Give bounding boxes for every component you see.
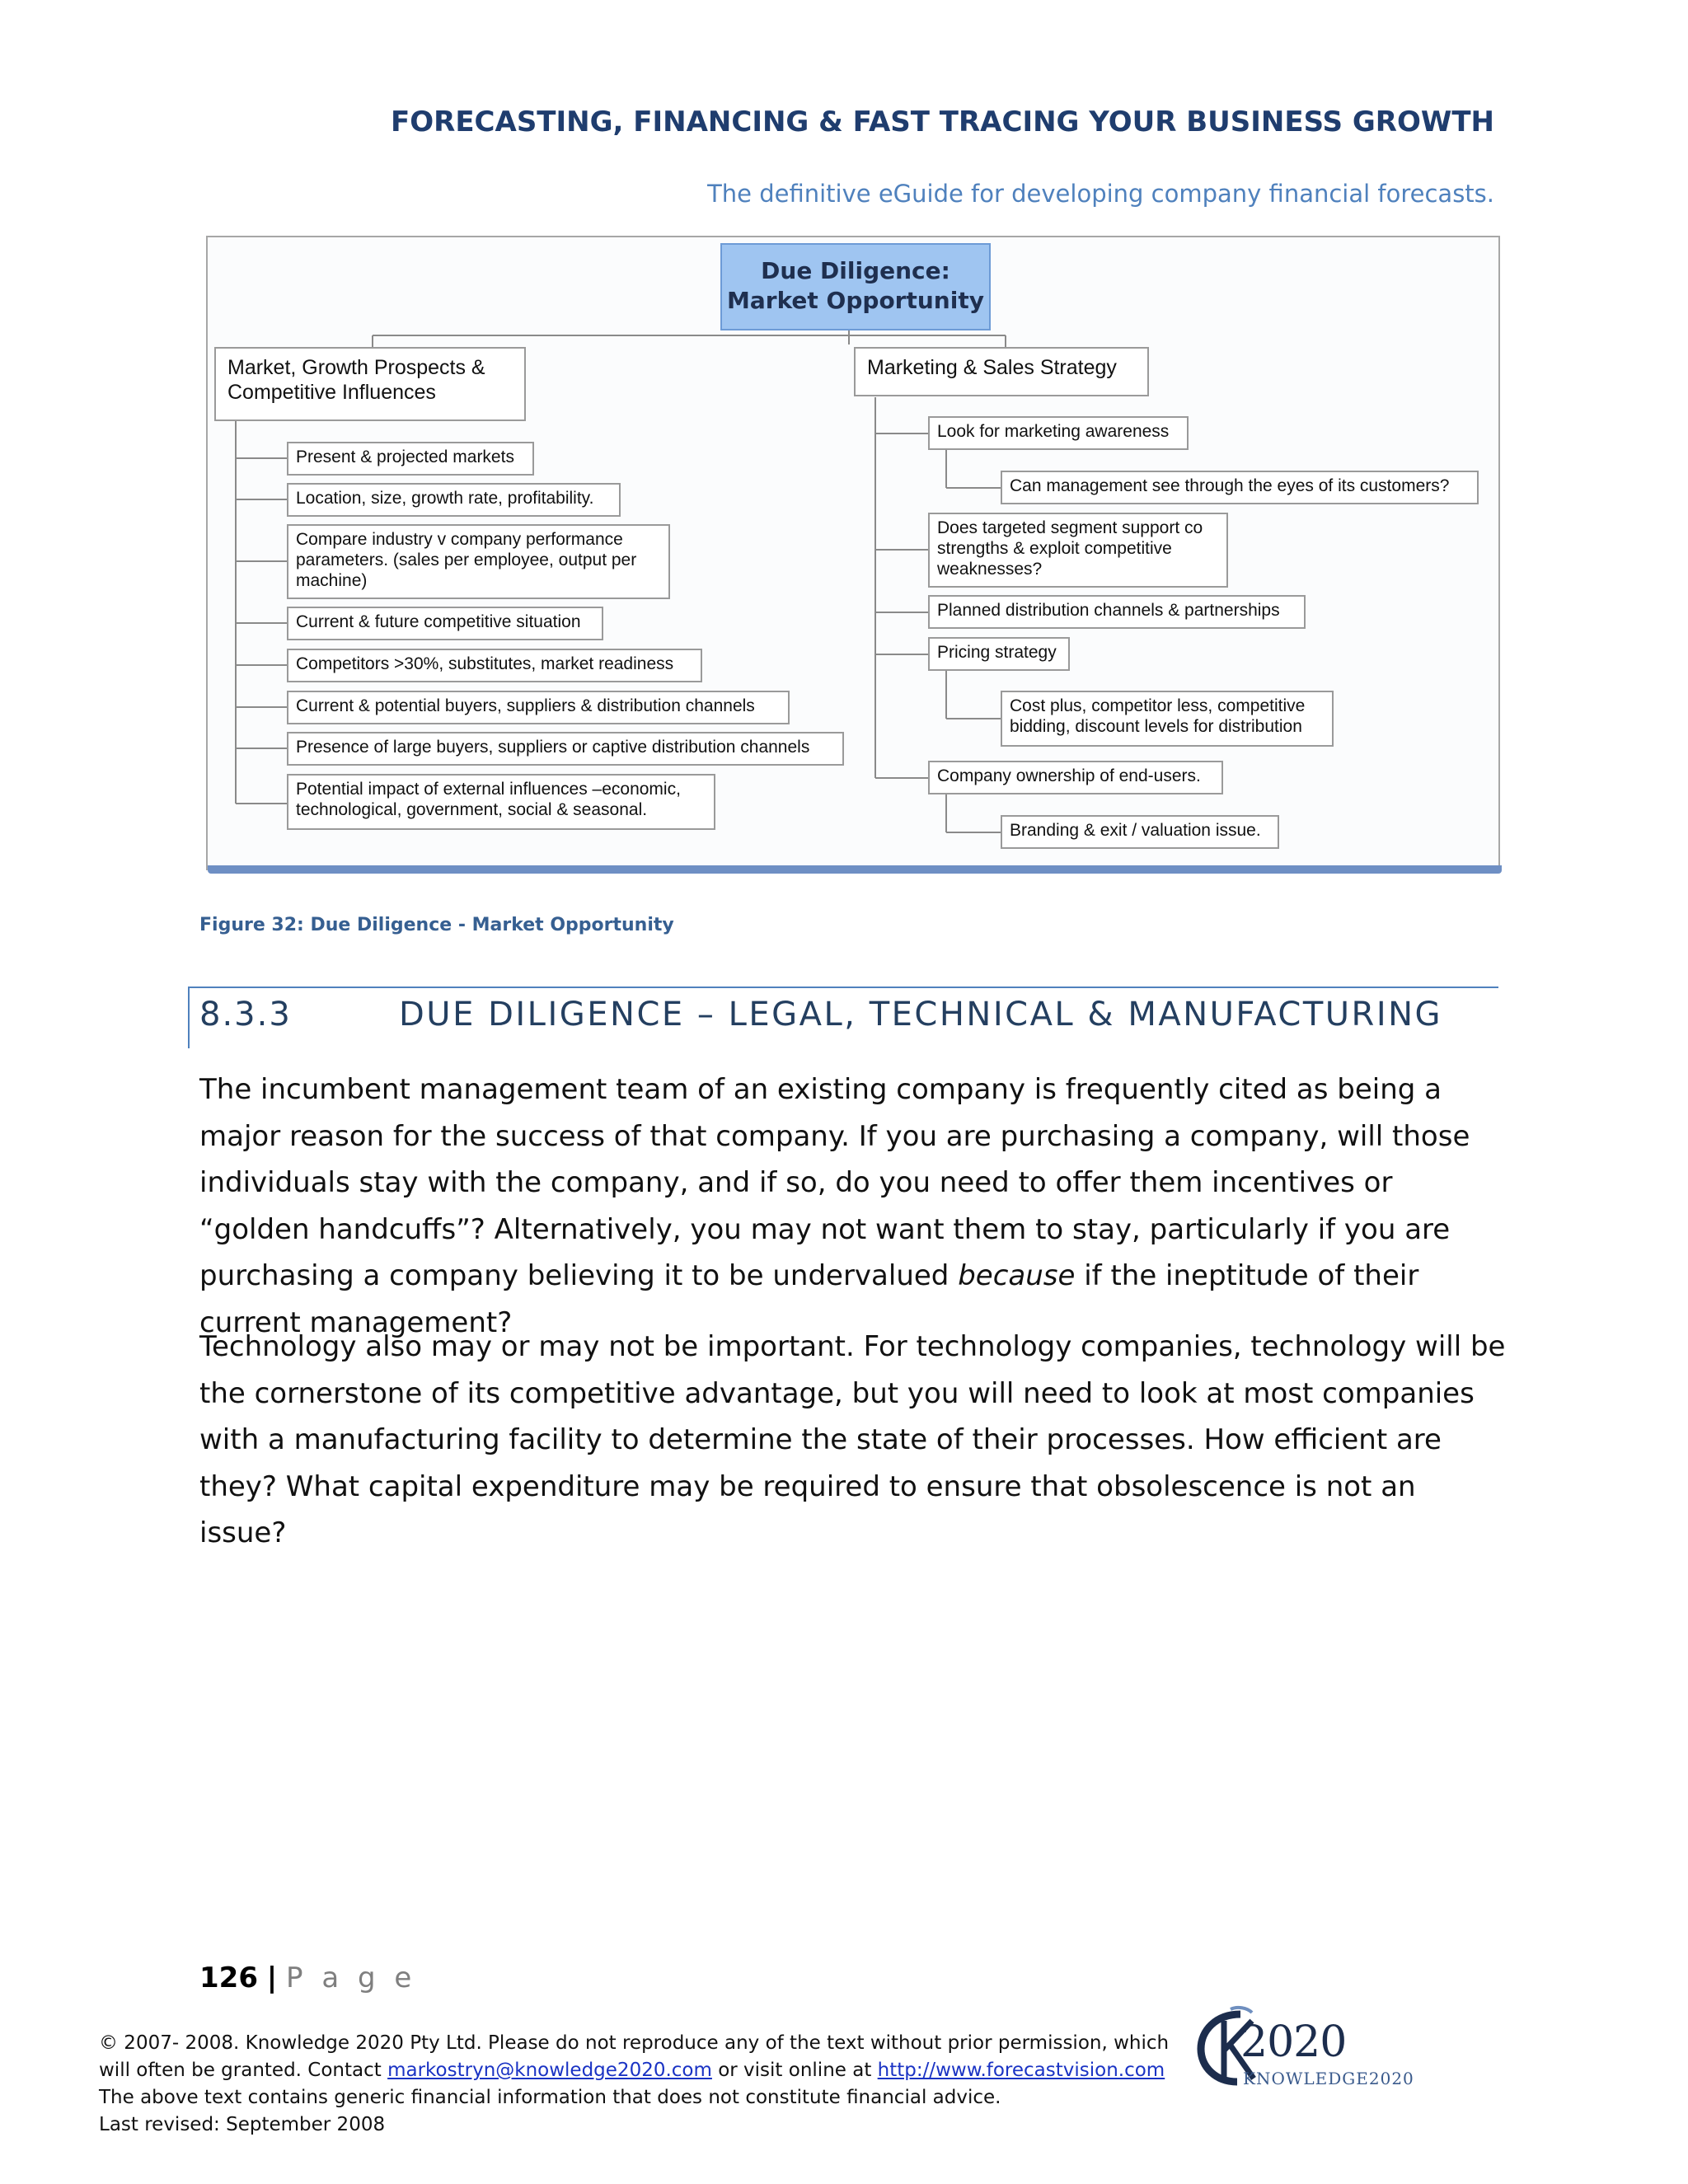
- diagram-right-item: Can management see through the eyes of its customers?: [1001, 471, 1479, 504]
- diagram-right-item: Planned distribution channels & partnerships: [928, 595, 1306, 629]
- section-heading-left-rule: [188, 987, 190, 1048]
- body-paragraph-2: Technology also may or may not be important. For technology companies, technology will be the cornerstone of its competitive advantage, but you will need to look at most companies with a manufacturing facility to determine the state of their processes. How efficient are they? What capital expenditure may be required to ensure that obsolescence is not an issue?: [199, 1330, 1506, 1549]
- diagram-right-item: Look for marketing awareness: [928, 416, 1189, 450]
- diagram-root-label: Due Diligence: Market Opportunity: [727, 257, 984, 314]
- footer-line-3: The above text contains generic financial information that does not constitute financial advice.: [99, 2087, 1001, 2108]
- diagram-root-box: [720, 243, 991, 330]
- diagram-right-branch-title: Marketing & Sales Strategy: [854, 347, 1149, 396]
- footer-line-4: Last revised: September 2008: [99, 2114, 386, 2135]
- diagram-left-item: Location, size, growth rate, profitability.: [287, 483, 621, 517]
- section-heading-rule: [188, 987, 1498, 988]
- figure-caption: Figure 32: Due Diligence - Market Opportunity: [199, 915, 674, 935]
- footer-copyright: [99, 2030, 1170, 2139]
- page-label: P a g e: [286, 1961, 417, 1994]
- section-number: 8.3.3: [199, 996, 292, 1033]
- footer-line-1: © 2007- 2008. Knowledge 2020 Pty Ltd. Please do not reproduce any of the text without prior permission, which: [99, 2032, 1170, 2054]
- diagram-left-item: Compare industry v company performance parameters. (sales per employee, output per machine): [287, 524, 670, 599]
- diagram-left-item: Current & future competitive situation: [287, 607, 603, 640]
- paragraph-emphasis: because: [958, 1259, 1076, 1292]
- page-number-value: 126: [199, 1961, 258, 1994]
- paragraph-text: The incumbent management team of an existing company is frequently cited as being a major reason for the success of that company. If you are purchasing a company, will those individuals stay with the company, and if so, do you need to offer them incentives or “golden handcuffs”? Alternatively, you may not want them to stay, particularly if you are purchasing a company believing it to be undervalued: [199, 1073, 1470, 1292]
- logo-wordmark: 2020: [1240, 2018, 1347, 2067]
- diagram-right-item: Branding & exit / valuation issue.: [1001, 815, 1279, 849]
- page-number: [199, 1961, 416, 1994]
- diagram-left-branch-title: Market, Growth Prospects & Competitive Influences: [214, 347, 526, 421]
- footer-text: or visit online at: [711, 2060, 878, 2081]
- diagram-left-item: Present & projected markets: [287, 442, 534, 476]
- footer-text: will often be granted. Contact: [99, 2060, 388, 2081]
- footer-website-link[interactable]: http://www.forecastvision.com: [877, 2060, 1165, 2081]
- diagram-right-item: Does targeted segment support co strengths & exploit competitive weaknesses?: [928, 513, 1228, 588]
- body-paragraph-1: [199, 1066, 1510, 1346]
- footer-email-link[interactable]: markostryn@knowledge2020.com: [387, 2060, 712, 2081]
- logo-subtext: KNOWLEDGE2020: [1243, 2069, 1414, 2088]
- diagram-left-item: Presence of large buyers, suppliers or captive distribution channels: [287, 732, 844, 766]
- diagram-right-item: Pricing strategy: [928, 637, 1070, 671]
- paragraph-text: if the ineptitude of their current management?: [199, 1259, 1419, 1339]
- diagram-right-item: Cost plus, competitor less, competitive bidding, discount levels for distribution: [1001, 691, 1334, 747]
- page-number-separator: |: [266, 1961, 278, 1994]
- diagram-right-item: Company ownership of end-users.: [928, 761, 1223, 794]
- diagram-left-item: Competitors >30%, substitutes, market readiness: [287, 649, 702, 682]
- document-header-subtitle: The definitive eGuide for developing company financial forecasts.: [707, 180, 1494, 208]
- diagram-left-item: Current & potential buyers, suppliers & distribution channels: [287, 691, 790, 724]
- diagram-left-item: Potential impact of external influences –economic, technological, government, social & seasonal.: [287, 774, 715, 830]
- section-title: DUE DILIGENCE – LEGAL, TECHNICAL & MANUFACTURING: [399, 996, 1443, 1033]
- footer-line-2: [99, 2057, 1170, 2084]
- document-header-title: FORECASTING, FINANCING & FAST TRACING YOUR BUSINESS GROWTH: [391, 105, 1494, 138]
